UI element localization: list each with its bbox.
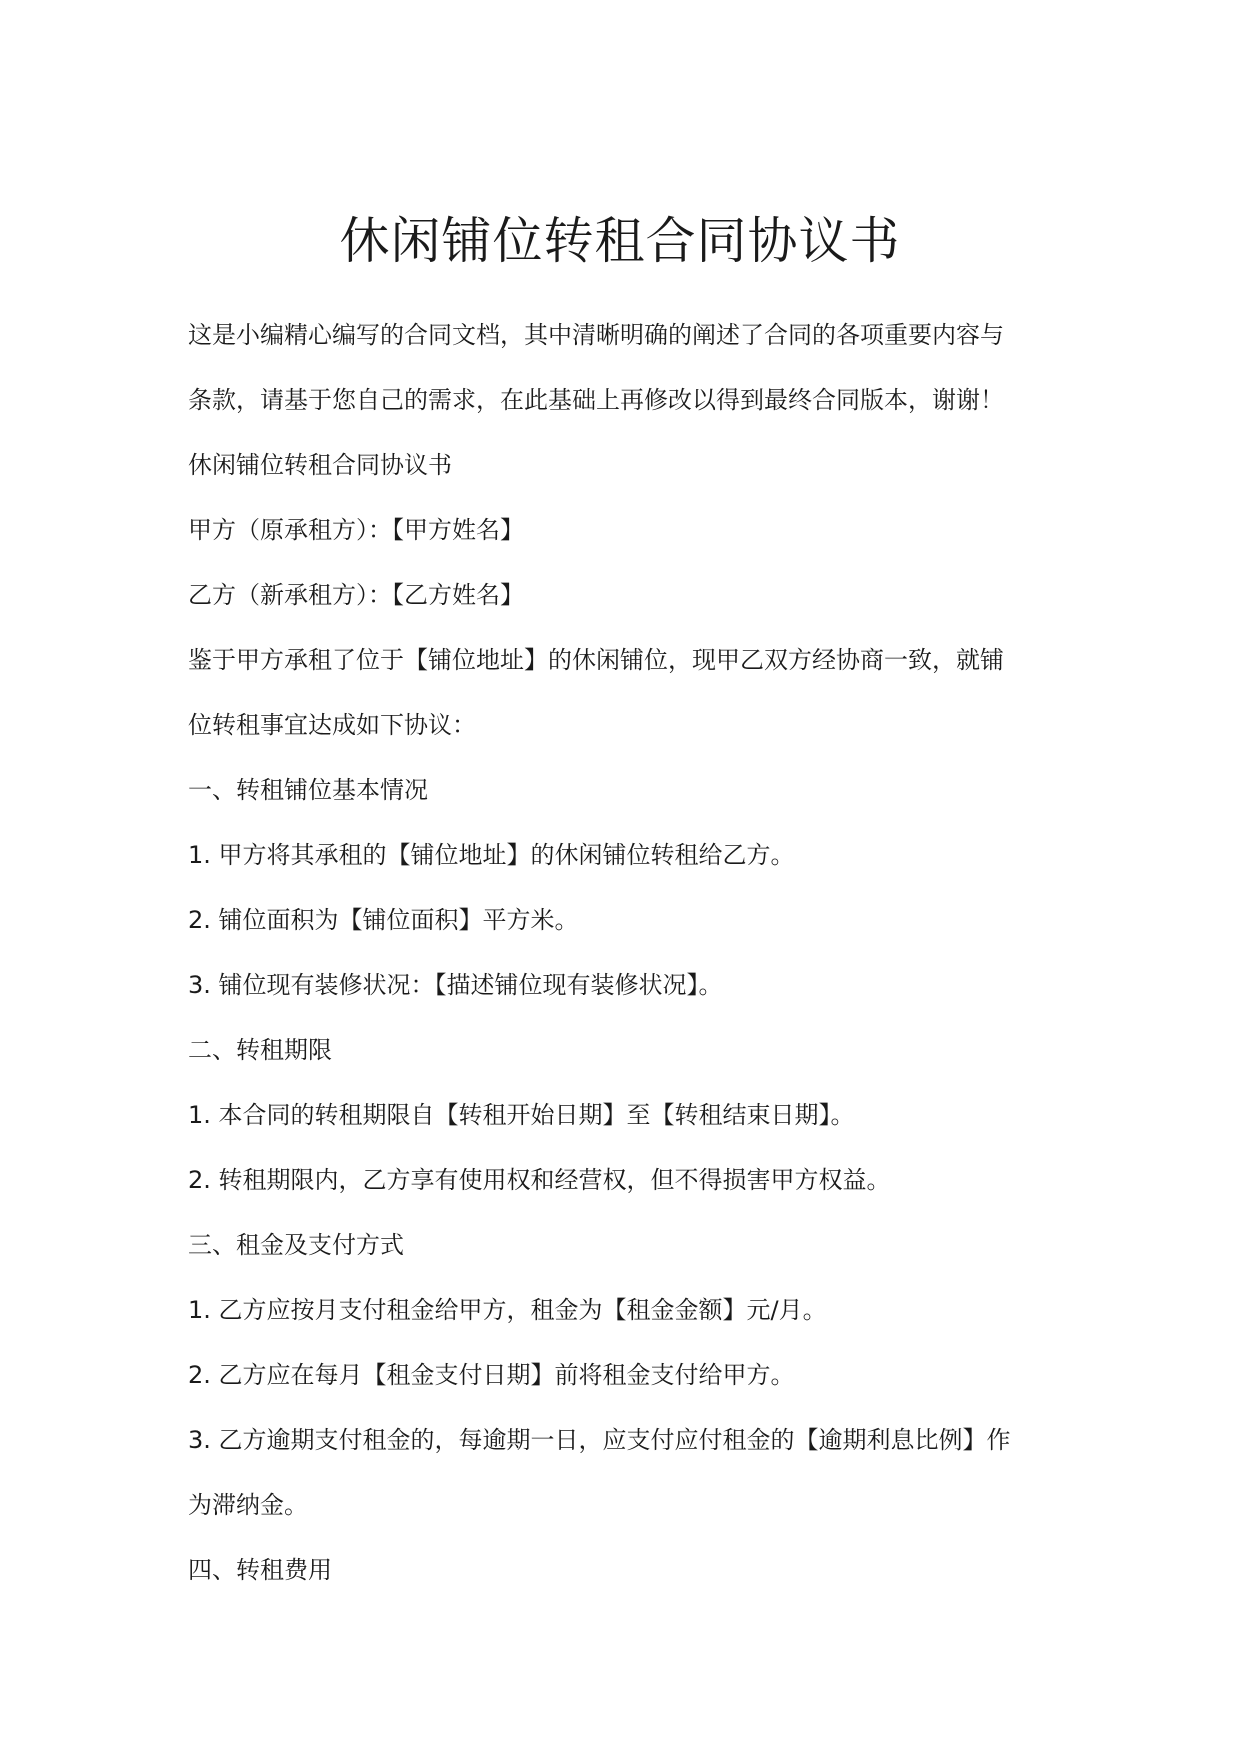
subtitle: 休闲铺位转租合同协议书 [188, 451, 452, 479]
clause-2-1: 1. 本合同的转租期限自【转租开始日期】至【转租结束日期】。 [188, 1101, 855, 1129]
section-heading-4: 四、转租费用 [188, 1556, 332, 1584]
section-heading-3: 三、租金及支付方式 [188, 1231, 404, 1259]
preamble-line-1: 鉴于甲方承租了位于【铺位地址】的休闲铺位，现甲乙双方经协商一致，就铺 [188, 646, 1004, 674]
party-b: 乙方（新承租方）：【乙方姓名】 [188, 581, 524, 609]
clause-3-2: 2. 乙方应在每月【租金支付日期】前将租金支付给甲方。 [188, 1361, 795, 1389]
clause-1-2: 2. 铺位面积为【铺位面积】平方米。 [188, 906, 579, 934]
section-heading-1: 一、转租铺位基本情况 [188, 776, 428, 804]
preamble-line-2: 位转租事宜达成如下协议： [188, 711, 476, 739]
intro-line-2: 条款，请基于您自己的需求，在此基础上再修改以得到最终合同版本，谢谢！ [188, 386, 1004, 414]
document-body [188, 315, 1068, 1615]
section-heading-2: 二、转租期限 [188, 1036, 332, 1064]
document-title: 休闲铺位转租合同协议书 [339, 212, 901, 270]
party-a: 甲方（原承租方）：【甲方姓名】 [188, 516, 524, 544]
clause-1-3: 3. 铺位现有装修状况：【描述铺位现有装修状况】。 [188, 971, 723, 999]
intro-line-1: 这是小编精心编写的合同文档，其中清晰明确的阐述了合同的各项重要内容与 [188, 321, 1004, 349]
clause-2-2: 2. 转租期限内，乙方享有使用权和经营权，但不得损害甲方权益。 [188, 1166, 891, 1194]
clause-3-3-line-1: 3. 乙方逾期支付租金的，每逾期一日，应支付应付租金的【逾期利息比例】作 [188, 1426, 1011, 1454]
clause-1-1: 1. 甲方将其承租的【铺位地址】的休闲铺位转租给乙方。 [188, 841, 795, 869]
clause-3-1: 1. 乙方应按月支付租金给甲方，租金为【租金金额】元/月。 [188, 1296, 827, 1324]
clause-3-3-line-2: 为滞纳金。 [188, 1491, 308, 1519]
